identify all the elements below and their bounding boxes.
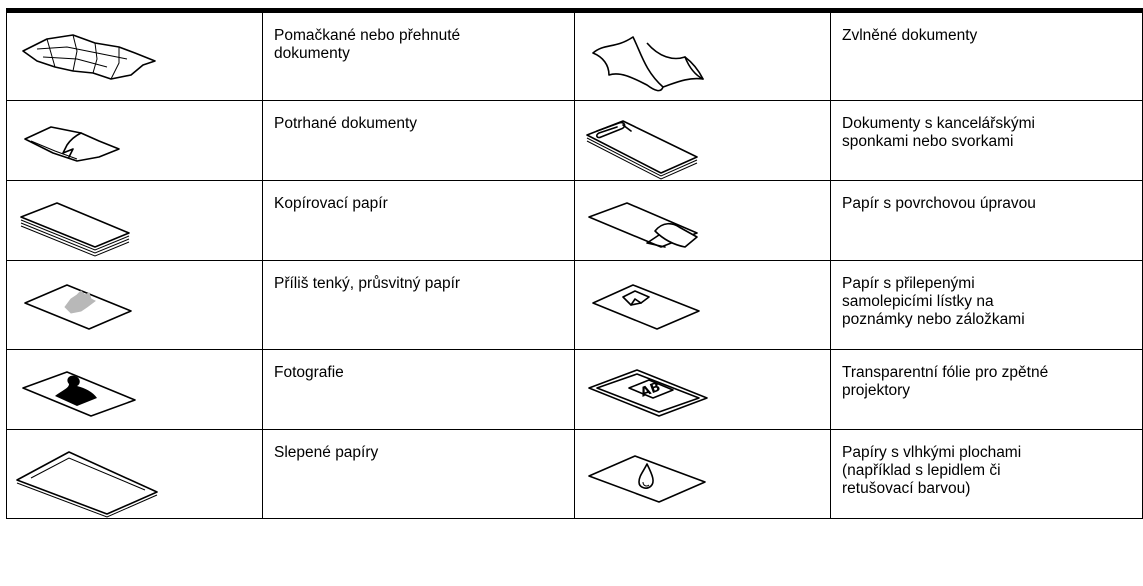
- paperclip-paper-icon: [575, 101, 830, 180]
- icon-cell: [575, 101, 831, 181]
- carbon-paper-label: Kopírovací papír: [274, 195, 388, 212]
- coated-paper-icon: [575, 181, 830, 260]
- text-cell: [831, 350, 1143, 430]
- icon-cell: [575, 181, 831, 261]
- text-cell: [263, 101, 575, 181]
- curled-documents-label: Zvlněné dokumenty: [842, 27, 978, 44]
- table-row: [7, 101, 1143, 181]
- text-cell: [831, 181, 1143, 261]
- wet-papers-label: Papíry s vlhkými plochami (například s lepidlem či retušovací barvou): [842, 444, 1022, 497]
- icon-cell: [575, 261, 831, 350]
- table-row: [7, 181, 1143, 261]
- text-cell: [263, 430, 575, 519]
- transparency-film-icon: [575, 350, 830, 429]
- coated-paper-label: Papír s povrchovou úpravou: [842, 195, 1036, 212]
- torn-paper-icon: [7, 101, 262, 180]
- icon-cell: [7, 11, 263, 101]
- carbon-paper-icon: [7, 181, 262, 260]
- icon-cell: [7, 181, 263, 261]
- icon-cell: [7, 261, 263, 350]
- unsuitable-documents-table: [6, 8, 1143, 519]
- curled-paper-icon: [575, 13, 830, 100]
- thin-translucent-paper-icon: [7, 261, 262, 349]
- table-row: [7, 430, 1143, 519]
- icon-cell: [7, 101, 263, 181]
- photographs-label: Fotografie: [274, 364, 344, 381]
- text-cell: [831, 101, 1143, 181]
- glued-papers-label: Slepené papíry: [274, 444, 379, 461]
- text-cell: [263, 261, 575, 350]
- glued-papers-icon: [7, 430, 262, 518]
- icon-cell: [575, 430, 831, 519]
- text-cell: [263, 181, 575, 261]
- text-cell: [263, 11, 575, 101]
- text-cell: [831, 261, 1143, 350]
- wet-paper-icon: [575, 430, 830, 518]
- text-cell: [831, 11, 1143, 101]
- thin-paper-label: Příliš tenký, průsvitný papír: [274, 275, 461, 292]
- crumpled-documents-label: Pomačkané nebo přehnuté dokumenty: [274, 27, 461, 62]
- photograph-icon: [7, 350, 262, 429]
- crumpled-paper-icon: [7, 13, 262, 100]
- icon-cell: [575, 11, 831, 101]
- transparency-film-label: Transparentní fólie pro zpětné projektory: [842, 364, 1049, 399]
- table-row: [7, 11, 1143, 101]
- table-row: [7, 350, 1143, 430]
- text-cell: [263, 350, 575, 430]
- sticky-note-label: Papír s přilepenými samolepicími lístky na poznámky nebo záložkami: [842, 275, 1025, 328]
- torn-documents-label: Potrhané dokumenty: [274, 115, 418, 132]
- text-cell: [831, 430, 1143, 519]
- icon-cell: [7, 350, 263, 430]
- icon-cell: [7, 430, 263, 519]
- sticky-note-paper-icon: [575, 261, 830, 349]
- table-row: [7, 261, 1143, 350]
- paperclip-documents-label: Dokumenty s kancelářskými sponkami nebo svorkami: [842, 115, 1035, 150]
- svg-text:AB: AB: [638, 379, 663, 401]
- icon-cell: [575, 350, 831, 430]
